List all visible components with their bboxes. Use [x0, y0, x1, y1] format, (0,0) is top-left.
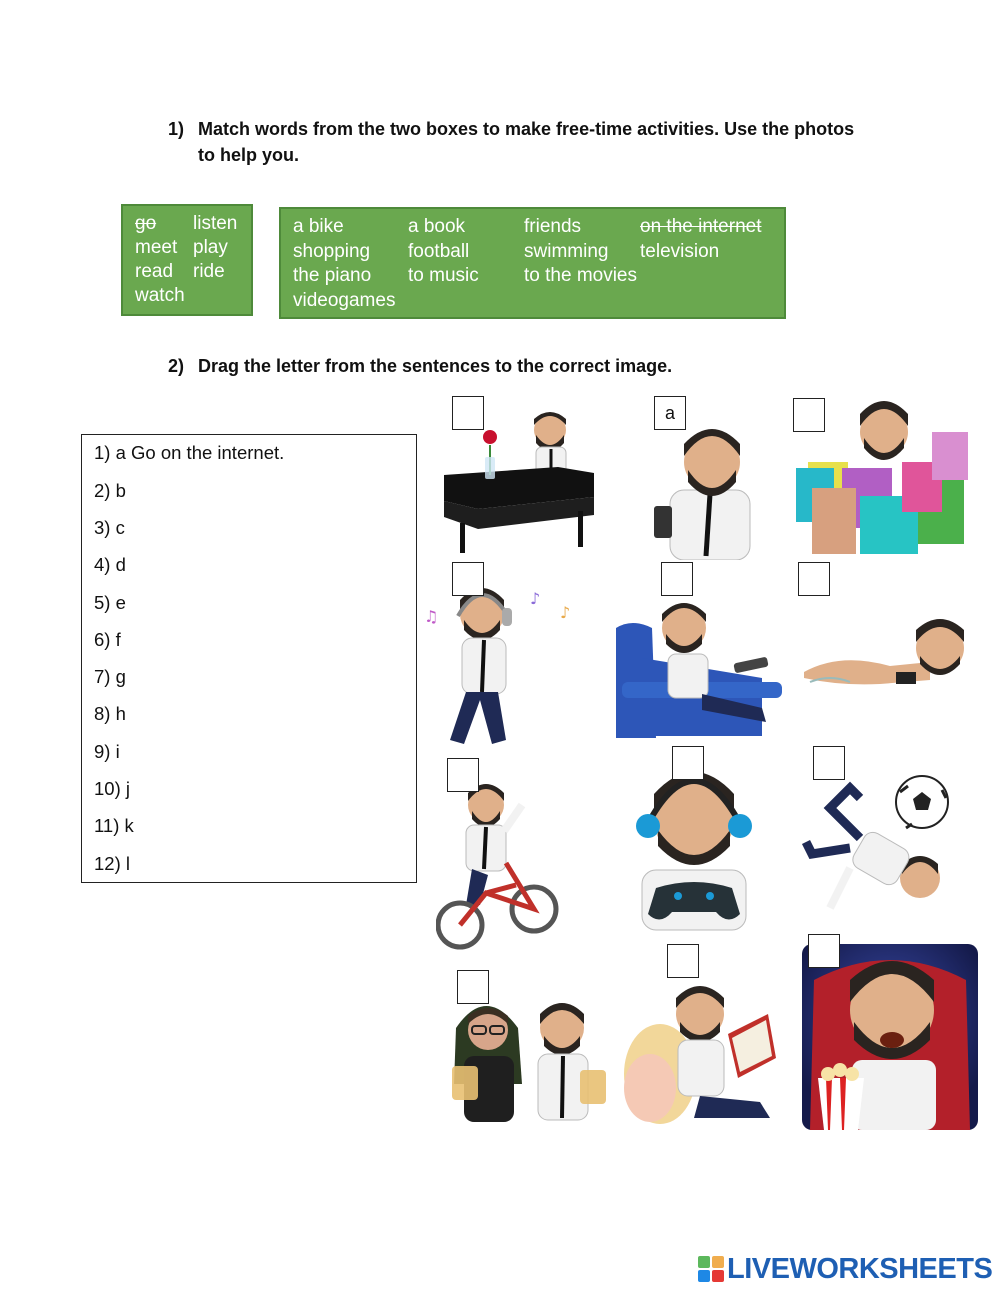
- answer-box-12[interactable]: [808, 934, 840, 968]
- question-2-number: 2): [168, 356, 185, 376]
- noun-word: to music: [408, 265, 479, 286]
- sentence-item[interactable]: 2) b: [94, 480, 126, 501]
- answer-box-10[interactable]: [457, 970, 489, 1004]
- sentence-item[interactable]: 8) h: [94, 703, 126, 724]
- videogames-image: [628, 760, 760, 932]
- svg-text:♪: ♪: [530, 589, 541, 608]
- nouns-box: [279, 207, 786, 319]
- sentence-item[interactable]: 10) j: [94, 778, 130, 799]
- verb-word: ride: [193, 261, 225, 282]
- sentence-item[interactable]: 1) a Go on the internet.: [94, 442, 285, 463]
- verb-word: meet: [135, 237, 178, 258]
- sentence-item[interactable]: 4) d: [94, 554, 126, 575]
- noun-word: videogames: [293, 289, 396, 311]
- sentence-item[interactable]: 11) k: [94, 815, 134, 836]
- reading-book-image: [620, 978, 784, 1126]
- football-image: [800, 768, 952, 924]
- verb-word: watch: [135, 285, 185, 306]
- sentence-item[interactable]: 5) e: [94, 592, 126, 613]
- liveworksheets-logo: [697, 1253, 992, 1285]
- question-1-number: 1): [168, 119, 185, 139]
- sentence-item[interactable]: 12) l: [94, 853, 130, 874]
- riding-bike-image: [436, 775, 560, 953]
- noun-word: on the internet: [640, 216, 762, 237]
- answer-box-5[interactable]: [661, 562, 693, 596]
- sentence-item[interactable]: 7) g: [94, 666, 126, 687]
- noun-word: friends: [524, 216, 582, 237]
- verbs-box: [121, 204, 253, 316]
- logo-icon: [697, 1255, 725, 1283]
- question-2-text: Drag the letter from the sentences to the correct image.: [198, 356, 673, 376]
- answer-box-3[interactable]: [793, 398, 825, 432]
- noun-word: television: [640, 240, 720, 262]
- svg-text:♪: ♪: [560, 603, 571, 622]
- sentence-item[interactable]: 3) c: [94, 517, 125, 538]
- meeting-friends-image: [446, 994, 616, 1122]
- sentences-box: [81, 434, 417, 883]
- swimming-image: [800, 612, 972, 692]
- movies-popcorn-image: [800, 940, 980, 1130]
- answer-box-9[interactable]: [813, 746, 845, 780]
- answer-box-4[interactable]: [452, 562, 484, 596]
- noun-word: to the movies: [524, 265, 637, 286]
- verb-word: listen: [193, 213, 238, 234]
- noun-word: a book: [408, 216, 466, 237]
- question-2: [168, 353, 768, 379]
- answer-box-2[interactable]: a: [654, 396, 686, 430]
- internet-tablet-image: [640, 420, 770, 560]
- question-1-text: Match words from the two boxes to make free-time activities. Use the photos to help you.: [198, 119, 855, 165]
- noun-word: football: [408, 240, 470, 262]
- noun-word: the piano: [293, 265, 372, 286]
- watching-tv-image: [612, 598, 784, 738]
- noun-word: swimming: [524, 240, 609, 262]
- listening-music-image: [420, 580, 585, 750]
- verb-word: go: [135, 213, 157, 234]
- verb-word: read: [135, 261, 174, 282]
- answer-box-7[interactable]: [447, 758, 479, 792]
- verb-word: play: [193, 237, 228, 258]
- noun-word: shopping: [293, 240, 371, 262]
- answer-box-8[interactable]: [672, 746, 704, 780]
- svg-text:♫: ♫: [424, 607, 439, 626]
- answer-box-1[interactable]: [452, 396, 484, 430]
- logo-text: LIVEWORKSHEETS: [727, 1253, 993, 1285]
- question-1: [168, 116, 858, 168]
- sentence-item[interactable]: 9) i: [94, 741, 120, 762]
- sentence-item[interactable]: 6) f: [94, 629, 121, 650]
- answer-box-6[interactable]: [798, 562, 830, 596]
- noun-word: a bike: [293, 216, 344, 237]
- answer-box-11[interactable]: [667, 944, 699, 978]
